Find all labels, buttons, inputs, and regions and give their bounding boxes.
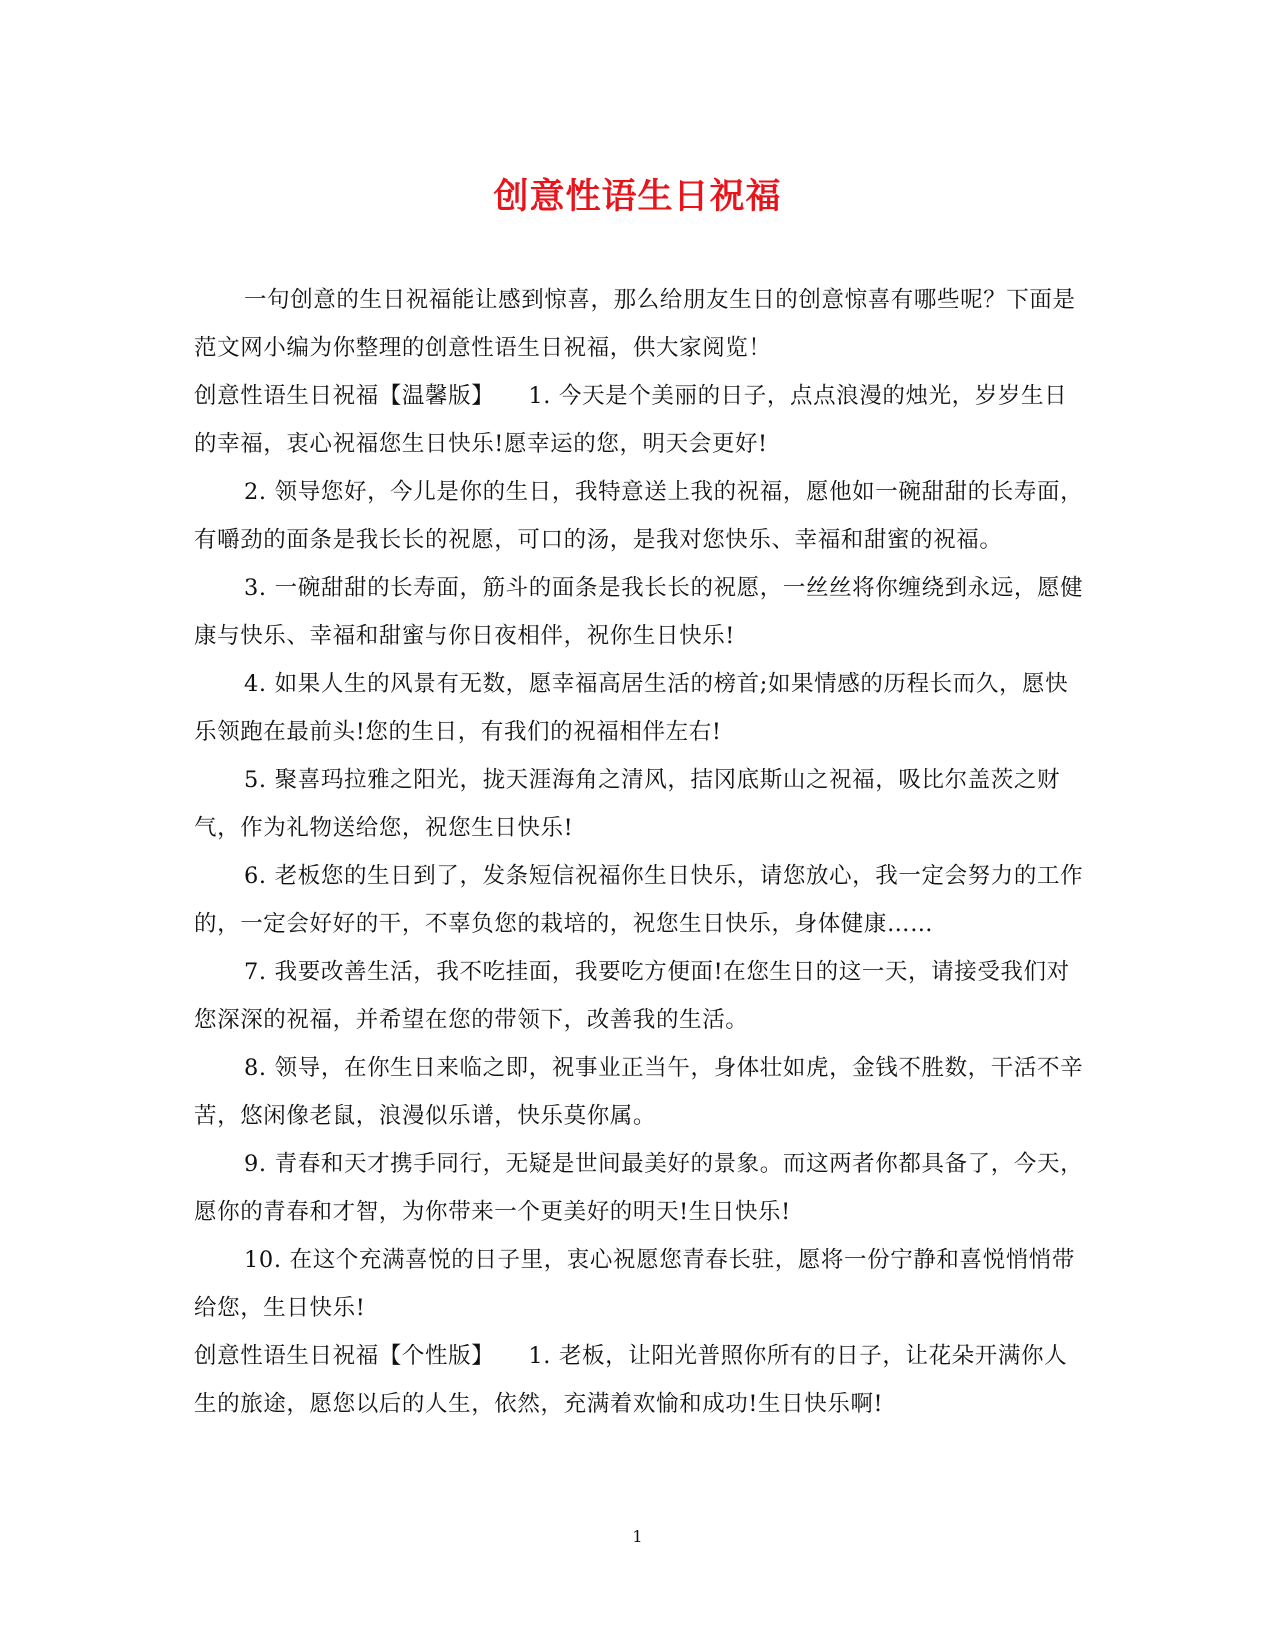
item-text: 青春和天才携手同行，无疑是世间最美好的景象。而这两者你都具备了，今天，愿你的青春和才智，为你带来一个更美好的明天!生日快乐! xyxy=(194,1151,1084,1225)
item-number: 7. xyxy=(244,959,267,985)
page-number: 1 xyxy=(632,1527,643,1546)
item-text: 我要改善生活，我不吃挂面，我要吃方便面!在您生日的这一天，请接受我们对您深深的祝福，并希望在您的带领下，改善我的生活。 xyxy=(194,959,1070,1033)
list-item xyxy=(194,852,1087,948)
list-item xyxy=(194,564,1087,660)
item-text: 领导，在你生日来临之即，祝事业正当午，身体壮如虎，金钱不胜数，干活不辛苦，悠闲像老鼠，浪漫似乐谱，快乐莫你属。 xyxy=(194,1055,1084,1129)
item-text: 聚喜玛拉雅之阳光，拢天涯海角之清风，拮冈底斯山之祝福，吸比尔盖茨之财气，作为礼物送给您，祝您生日快乐! xyxy=(194,767,1061,841)
list-item xyxy=(194,660,1087,756)
item-text: 老板您的生日到了，发条短信祝福你生日快乐，请您放心，我一定会努力的工作的，一定会好好的干，不辜负您的栽培的，祝您生日快乐，身体健康…… xyxy=(194,863,1084,937)
section-personal-first-paragraph xyxy=(194,1332,1087,1428)
document-title: 创意性语生日祝福 xyxy=(493,176,782,217)
item-text: 老板，让阳光普照你所有的日子，让花朵开满你人生的旅途，愿您以后的人生，依然，充满着欢愉和成功!生日快乐啊! xyxy=(194,1343,1068,1417)
item-text: 在这个充满喜悦的日子里，衷心祝愿您青春长驻，愿将一份宁静和喜悦悄悄带给您，生日快乐! xyxy=(194,1247,1075,1321)
document-body xyxy=(194,276,1087,1428)
item-text: 如果人生的风景有无数，愿幸福高居生活的榜首;如果情感的历程长而久，愿快乐领跑在最前头!您的生日，有我们的祝福相伴左右! xyxy=(194,671,1069,745)
list-item xyxy=(194,468,1087,564)
item-number: 10. xyxy=(244,1247,282,1273)
list-item xyxy=(194,948,1087,1044)
section-label-warm: 创意性语生日祝福【温馨版】 xyxy=(194,383,495,409)
item-text: 今天是个美丽的日子，点点浪漫的烛光，岁岁生日的幸福，衷心祝福您生日快乐!愿幸运的您，明天会更好! xyxy=(194,383,1068,457)
item-number: 5. xyxy=(244,767,267,793)
item-number: 1. xyxy=(528,1343,551,1369)
item-number: 6. xyxy=(244,863,267,889)
list-item xyxy=(194,1236,1087,1332)
item-number: 1. xyxy=(528,383,551,409)
item-number: 3. xyxy=(244,575,267,601)
item-number: 2. xyxy=(244,479,267,505)
section-warm-first-paragraph xyxy=(194,372,1087,468)
list-item xyxy=(194,756,1087,852)
item-text: 领导您好，今儿是你的生日，我特意送上我的祝福，愿他如一碗甜甜的长寿面，有嚼劲的面条是我长长的祝愿，可口的汤，是我对您快乐、幸福和甜蜜的祝福。 xyxy=(194,479,1084,553)
item-text: 一碗甜甜的长寿面，筋斗的面条是我长长的祝愿，一丝丝将你缠绕到永远，愿健康与快乐、幸福和甜蜜与你日夜相伴，祝你生日快乐! xyxy=(194,575,1084,649)
list-item xyxy=(194,1140,1087,1236)
list-item xyxy=(194,1044,1087,1140)
section-label-personal: 创意性语生日祝福【个性版】 xyxy=(194,1343,495,1369)
intro-paragraph: 一句创意的生日祝福能让感到惊喜，那么给朋友生日的创意惊喜有哪些呢？下面是范文网小编为你整理的创意性语生日祝福，供大家阅览！ xyxy=(194,287,1076,361)
item-number: 9. xyxy=(244,1151,267,1177)
item-number: 8. xyxy=(244,1055,267,1081)
item-number: 4. xyxy=(244,671,267,697)
